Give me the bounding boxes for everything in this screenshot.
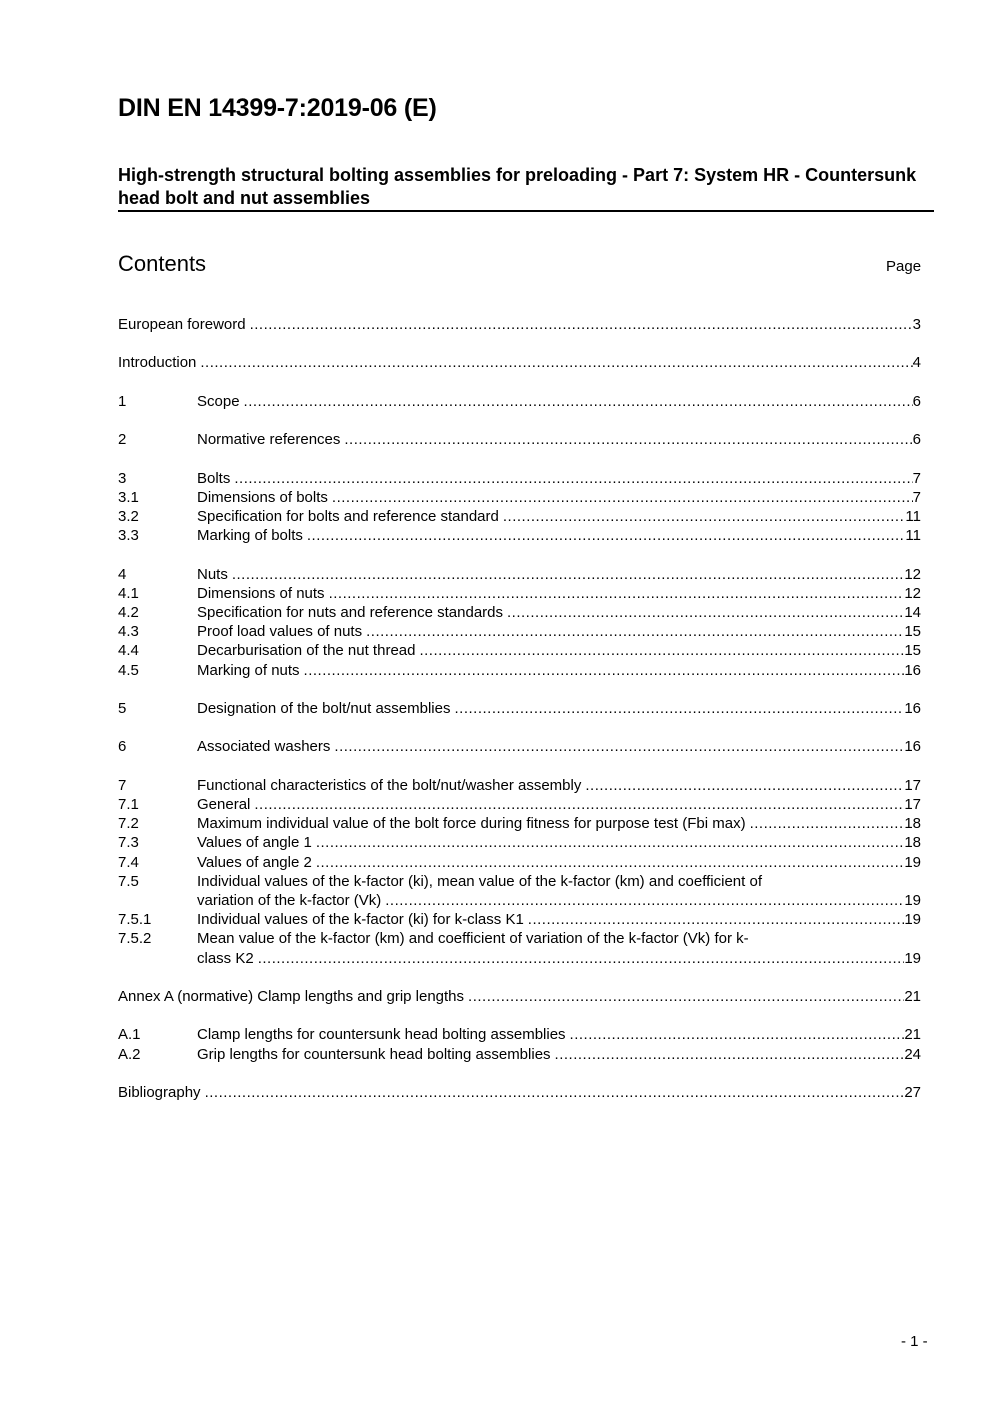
toc-entry-bibliography[interactable] [118,1083,921,1102]
page-column-label: Page [886,258,922,275]
toc-entry-7-4[interactable] [118,853,921,872]
toc-entry-page: 18 [904,815,921,833]
toc-entry-text-line1: Individual values of the k-factor (ki), mean value of the k-factor (km) and coefficient of [197,872,762,890]
toc-entry-number: 4.1 [118,584,139,602]
toc-entry-text: Associated washers [197,738,331,756]
toc-entry-number: 7.3 [118,834,139,852]
toc-entry-page: 24 [904,1045,921,1063]
toc-leader-dots [232,565,904,584]
toc-entry-text: Functional characteristics of the bolt/nut/washer assembly [197,776,582,794]
toc-entry-page: 17 [904,795,921,813]
toc-entry-6[interactable] [118,737,921,756]
toc-entry-7-5-2[interactable] [118,929,921,967]
toc-leader-dots [332,488,913,507]
toc-leader-dots [570,1025,905,1044]
toc-entry-page: 19 [904,853,921,871]
toc-entry-page: 16 [904,661,921,679]
toc-entry-page: 18 [904,834,921,852]
toc-entry-number: 3.3 [118,527,139,545]
toc-entry-1[interactable] [118,392,921,411]
toc-leader-dots [468,987,904,1006]
toc-entry-text-line1: Mean value of the k-factor (km) and coefficient of variation of the k-factor (Vk) for k- [197,930,749,948]
toc-entry-a-2[interactable] [118,1045,921,1064]
toc-entry-page: 12 [904,565,921,583]
toc-leader-dots [503,507,906,526]
toc-entry-text: class K2 [197,949,254,967]
toc-leader-dots [254,795,904,814]
toc-entry-number: 7.5.1 [118,911,152,929]
toc-leader-dots [258,949,905,968]
toc-entry-text: Maximum individual value of the bolt force during fitness for purpose test (Fbi max) [197,815,746,833]
toc-entry-text: Bolts [197,469,231,487]
toc-entry-number: 7.5.2 [118,930,152,948]
toc-entry-5[interactable] [118,699,921,718]
toc-entry-4-1[interactable] [118,584,921,603]
contents-heading: Contents [118,251,207,276]
toc-entry-page: 16 [904,738,921,756]
toc-entry-page: 15 [904,642,921,660]
toc-entry-page: 4 [912,354,921,372]
toc-leader-dots [419,641,904,660]
toc-entry-4-5[interactable] [118,661,921,680]
toc-entry-page: 17 [904,776,921,794]
document-id: DIN EN 14399-7:2019-06 (E) [118,94,437,122]
toc-entry-7-2[interactable] [118,814,921,833]
toc-leader-dots [304,661,905,680]
toc-entry-text: Specification for nuts and reference standards [197,603,504,621]
toc-entry-number: 4 [118,565,127,583]
toc-entry-text: Grip lengths for countersunk head bolting assemblies [197,1045,551,1063]
toc-entry-3-1[interactable] [118,488,921,507]
toc-leader-dots [250,315,913,334]
toc-entry-number: 5 [118,699,127,717]
toc-entry-number: 7.2 [118,815,139,833]
toc-entry-text: Normative references [197,431,341,449]
toc-entry-text: Designation of the bolt/nut assemblies [197,699,451,717]
toc-entry-page: 11 [905,527,921,545]
toc-entry-text: Decarburisation of the nut thread [197,642,416,660]
toc-entry-text: Nuts [197,565,228,583]
toc-leader-dots [507,603,904,622]
toc-leader-dots [234,469,912,488]
toc-entry-text: Clamp lengths for countersunk head bolting assemblies [197,1026,566,1044]
toc-leader-dots [385,891,904,910]
toc-entry-4-2[interactable] [118,603,921,622]
toc-entry-text: Scope [197,392,240,410]
toc-leader-dots [528,910,905,929]
toc-entry-page: 14 [904,603,921,621]
toc-entry-page: 11 [905,507,921,525]
toc-entry-text: Proof load values of nuts [197,623,363,641]
toc-entry-4[interactable] [118,565,921,584]
toc-entry-number: 4.3 [118,623,139,641]
toc-entry-annex-a[interactable] [118,987,921,1006]
toc-entry-number: 7 [118,776,127,794]
toc-entry-page: 6 [912,431,921,449]
toc-entry-page: 6 [912,392,921,410]
toc-entry-page: 16 [904,699,921,717]
toc-entry-3[interactable] [118,469,921,488]
toc-entry-text: Marking of nuts [197,661,300,679]
toc-leader-dots [329,584,905,603]
toc-entry-7-5[interactable] [118,872,921,910]
toc-entry-text: European foreword [118,316,246,333]
toc-entry-number: A.2 [118,1045,141,1063]
toc-entry-text: Annex A (normative) Clamp lengths and grip lengths [118,987,465,1005]
page-folio: - 1 - [901,1333,928,1350]
toc-entry-7-3[interactable] [118,833,921,852]
toc-leader-dots [585,776,904,795]
toc-entry-7[interactable] [118,776,921,795]
title-rule [118,210,934,212]
toc-entry-a-1[interactable] [118,1025,921,1044]
toc-entry-text: Values of angle 2 [197,853,312,871]
toc-entry-page: 7 [912,469,921,487]
toc-entry-number: 7.5 [118,872,139,890]
toc-entry-page: 19 [904,891,921,909]
toc-entry-text: Bibliography [118,1083,201,1101]
toc-entry-introduction[interactable] [118,353,921,372]
toc-entry-2[interactable] [118,430,921,449]
toc-entry-number: 4.5 [118,661,139,679]
toc-entry-number: 7.1 [118,795,139,813]
toc-leader-dots [307,526,906,545]
toc-entry-4-4[interactable] [118,641,921,660]
toc-leader-dots [334,737,904,756]
toc-entry-text: variation of the k-factor (Vk) [197,891,382,909]
toc-entry-number: 6 [118,738,127,756]
toc-entry-number: 7.4 [118,853,139,871]
toc-entry-3-3[interactable] [118,526,921,545]
toc-entry-page: 7 [912,488,921,506]
toc-leader-dots [555,1045,905,1064]
toc-leader-dots [244,392,913,411]
toc-entry-number: 4.2 [118,603,139,621]
toc-entry-4-3[interactable] [118,622,921,641]
toc-leader-dots [750,814,905,833]
toc-leader-dots [366,622,904,641]
toc-entry-text: Dimensions of bolts [197,488,328,506]
toc-entry-3-2[interactable] [118,507,921,526]
toc-entry-text: Specification for bolts and reference standard [197,507,499,525]
toc-entry-european-foreword[interactable] [118,315,921,334]
toc-leader-dots [344,430,912,449]
toc-entry-number: 4.4 [118,642,139,660]
toc-entry-text: Dimensions of nuts [197,584,325,602]
toc-entry-page: 12 [904,584,921,602]
toc-entry-number: 2 [118,431,127,449]
toc-entry-text: General [197,795,251,813]
document-title: High-strength structural bolting assemblies for preloading - Part 7: System HR - Countersunk head bolt and nut assemblies [118,165,917,208]
toc-entry-page: 15 [904,623,921,641]
toc-leader-dots [200,353,912,372]
toc-entry-number: 3 [118,469,127,487]
toc-leader-dots [454,699,904,718]
toc-entry-number: A.1 [118,1026,141,1044]
toc-entry-text: Introduction [118,354,197,372]
toc-entry-page: 3 [912,316,921,333]
toc-entry-text: Individual values of the k-factor (ki) for k-class K1 [197,911,524,929]
toc-leader-dots [316,853,905,872]
toc-entry-page: 19 [904,949,921,967]
toc-entry-7-5-1[interactable] [118,910,921,929]
toc-entry-number: 1 [118,392,127,410]
toc-leader-dots [205,1083,905,1102]
toc-entry-page: 21 [904,1026,921,1044]
toc-entry-number: 3.2 [118,507,139,525]
toc-entry-page: 19 [904,911,921,929]
toc-entry-page: 21 [904,987,921,1005]
table-of-contents [118,315,921,1102]
toc-entry-text: Marking of bolts [197,527,303,545]
toc-entry-text: Values of angle 1 [197,834,312,852]
toc-entry-7-1[interactable] [118,795,921,814]
toc-entry-number: 3.1 [118,488,139,506]
toc-leader-dots [316,833,905,852]
toc-entry-page: 27 [904,1083,921,1101]
